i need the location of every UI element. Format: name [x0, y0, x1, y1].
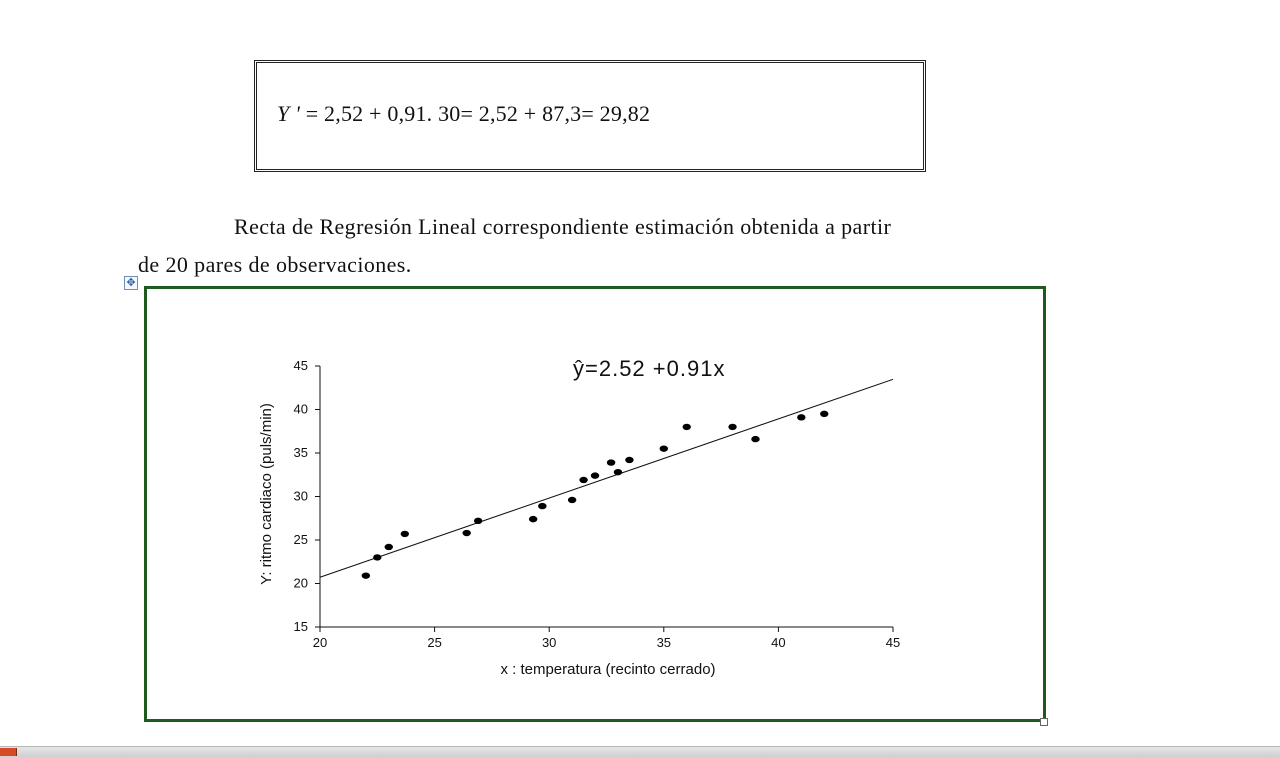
- regression-line: [320, 379, 893, 577]
- chart-frame[interactable]: [144, 286, 1046, 722]
- data-point: [373, 554, 381, 560]
- y-tick-label: 40: [293, 401, 308, 417]
- caption-line-2: de 20 pares de observaciones.: [138, 252, 412, 277]
- chart-marks: [320, 379, 893, 579]
- x-tick-label: 30: [541, 635, 557, 650]
- data-point: [568, 497, 576, 503]
- formula-y-variable: Y ': [277, 101, 301, 126]
- data-point: [797, 414, 805, 420]
- data-point: [385, 544, 393, 550]
- y-tick-label: 15: [293, 619, 308, 634]
- regression-equation-label: ŷ=2.52 +0.91x: [573, 356, 726, 381]
- status-bar: [0, 746, 1280, 757]
- y-axis-label: Y: ritmo cardiaco (puls/min): [258, 403, 275, 585]
- data-point: [820, 411, 828, 417]
- data-point: [462, 530, 470, 536]
- app-status-icon[interactable]: [0, 748, 17, 756]
- data-point: [529, 516, 537, 522]
- scatter-chart: [147, 289, 1043, 719]
- x-tick-label: 40: [771, 635, 786, 650]
- chart-axes: [320, 366, 893, 627]
- data-point: [660, 445, 668, 451]
- formula-expression: = 2,52 + 0,91. 30= 2,52 + 87,3= 29,82: [305, 101, 651, 126]
- data-point: [683, 424, 691, 430]
- data-point: [474, 518, 482, 524]
- data-point: [591, 472, 599, 478]
- data-point: [607, 459, 615, 465]
- y-tick-label: 30: [293, 488, 308, 504]
- data-point: [579, 477, 587, 483]
- formula-box: [254, 60, 926, 172]
- y-tick-label: 25: [293, 532, 308, 547]
- x-tick-label: 20: [312, 635, 328, 650]
- y-tick-label: 45: [293, 358, 308, 373]
- data-point: [538, 503, 546, 509]
- y-tick-label: 35: [293, 445, 308, 460]
- data-point: [401, 531, 409, 537]
- data-point: [751, 436, 759, 442]
- chart-ticks: [294, 358, 901, 650]
- x-tick-label: 35: [656, 635, 672, 650]
- data-point: [362, 572, 370, 578]
- resize-handle[interactable]: [1040, 718, 1048, 726]
- y-tick-label: 20: [293, 575, 308, 591]
- data-point: [728, 424, 736, 430]
- formula-text: [277, 101, 650, 127]
- x-tick-label: 45: [885, 635, 901, 650]
- x-axis-label: x : temperatura (recinto cerrado): [500, 661, 716, 678]
- chart-caption: [138, 208, 1178, 284]
- data-point: [614, 469, 622, 475]
- caption-line-1: Recta de Regresión Lineal correspondiente estimación obtenida a partir: [234, 214, 892, 239]
- data-point: [625, 457, 633, 463]
- x-tick-label: 25: [427, 635, 442, 650]
- move-anchor-icon[interactable]: ✥: [124, 276, 138, 290]
